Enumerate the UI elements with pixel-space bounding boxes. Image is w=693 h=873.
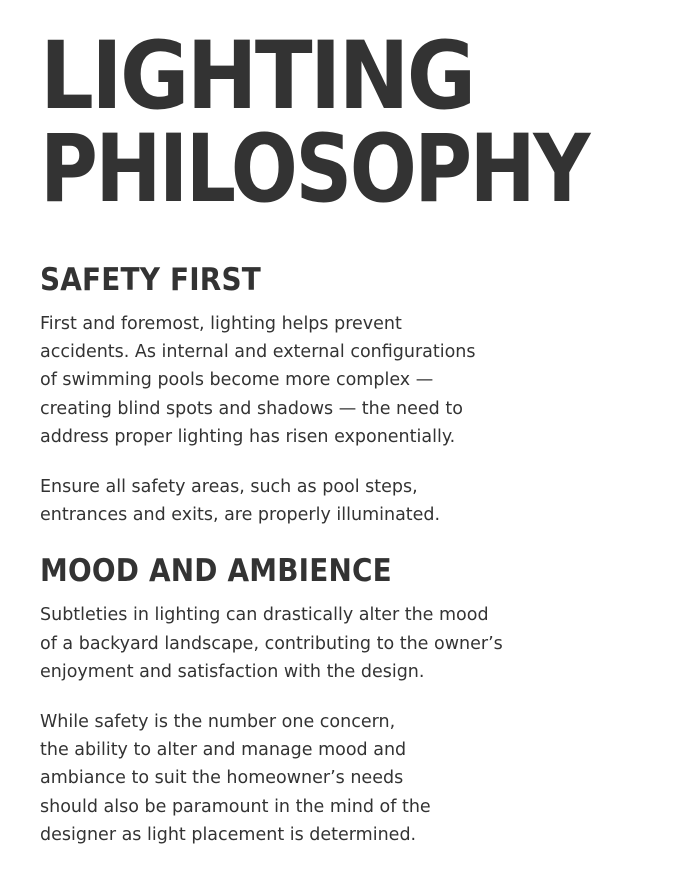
title-line-1: LIGHTING — [40, 22, 474, 131]
section-heading: SAFETY FIRST — [40, 262, 261, 298]
body-paragraph: While safety is the number one concern, the ability to alter and manage mood and ambiance to suit the homeowner’s needs should also be paramount in the mind of the designer as light placement is determined. — [40, 712, 431, 845]
section-safety-first — [40, 262, 680, 529]
document-page — [40, 22, 680, 849]
section-mood-and-ambience — [40, 553, 680, 849]
body-paragraph: Subtleties in lighting can drastically alter the mood of a backyard landscape, contributing to the owner’s enjoyment and satisfaction with the design. — [40, 605, 503, 682]
section-heading: MOOD AND AMBIENCE — [40, 553, 392, 590]
title-line-2: PHILOSOPHY — [40, 115, 588, 224]
page-title — [40, 22, 680, 230]
body-paragraph: First and foremost, lighting helps prevent accidents. As internal and external configurations of swimming pools become more complex — creating blind spots and shadows — the need to address proper lighting has risen exponentially. — [40, 314, 476, 447]
body-paragraph: Ensure all safety areas, such as pool steps, entrances and exits, are properly illuminated. — [40, 477, 441, 526]
